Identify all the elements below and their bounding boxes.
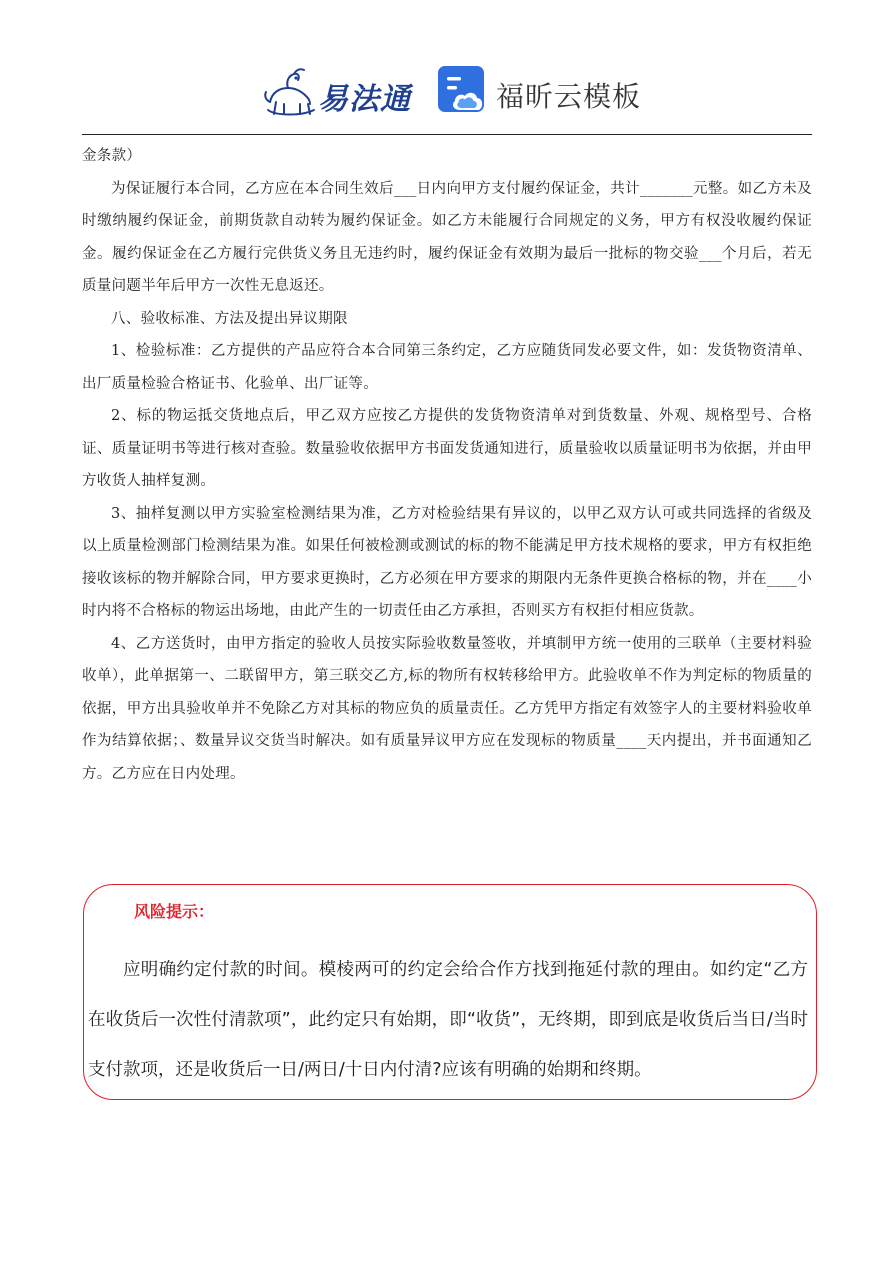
section-heading-acceptance: 八、验收标准、方法及提出异议期限 [111, 310, 348, 327]
page-header [0, 60, 893, 122]
paragraph-clause-3: 3、抽样复测以甲方实验室检测结果为准，乙方对检验结果有异议的，以甲乙双方认可或共同选择的省级及以上质量检测部门检测结果为准。如果任何被检测或测试的标的物不能满足甲方技术规格的要求，甲方有权拒绝接收该标的物并解除合同，甲方要求更换时，乙方必须在甲方要求的期限内无条件更换合格标的物，并在____小时内将不合格标的物运出场地，由此产生的一切责任由乙方承担，否则买方有权拒付相应货款。 [82, 505, 812, 619]
paragraph-clause-2: 2、标的物运抵交货地点后，甲乙双方应按乙方提供的发货物资清单对到货数量、外观、规格型号、合格证、质量证明书等进行核对查验。数量验收依据甲方书面发货通知进行，质量验收以质量证明书为依据，并由甲方收货人抽样复测。 [82, 408, 812, 489]
risk-notice-text: 应明确约定付款的时间。模棱两可的约定会给合作方找到拖延付款的理由。如约定“乙方在收货后一次性付清款项”，此约定只有始期，即“收货”，无终期，即到底是收货后当日/当时支付款项，还是收货后一日/两日/十日内付清?应该有明确的始期和终期。 [88, 960, 808, 1080]
fuxin-logo [436, 64, 656, 118]
fuxin-logo-text: 福昕云模板 [496, 80, 642, 113]
yifatong-logo [262, 64, 422, 118]
paragraph-clause-4: 4、乙方送货时，由甲方指定的验收人员按实际验收数量签收，并填制甲方统一使用的三联单（主要材料验收单），此单据第一、二联留甲方，第三联交乙方,标的物所有权转移给甲方。此验收单不作为判定标的物质量的依据，甲方出具验收单并不免除乙方对其标的物应负的质量责任。乙方凭甲方指定有效签字人的主要材料验收单作为结算依据；、数量异议交货当时解决。如有质量异议甲方应在发现标的物质量____天内提出，并书面通知乙方。乙方应在日内处理。 [82, 635, 812, 782]
contract-body [82, 140, 812, 790]
paragraph-clause-1: 1、检验标准：乙方提供的产品应符合本合同第三条约定，乙方应随货同发必要文件，如：发货物资清单、出厂质量检验合格证书、化验单、出厂证等。 [82, 343, 812, 392]
risk-notice-box [83, 884, 817, 1100]
cloud-document-icon [436, 64, 488, 116]
risk-notice-title: 风险提示： [134, 902, 215, 921]
yifatong-logo-text: 易法通 [318, 82, 411, 117]
qilin-emblem-icon [262, 64, 320, 118]
paragraph-continuation: 金条款） [82, 148, 142, 164]
paragraph-performance-bond: 为保证履行本合同，乙方应在本合同生效后___日内向甲方支付履约保证金，共计_______元整。如乙方未及时缴纳履约保证金，前期货款自动转为履约保证金。如乙方未能履行合同规定的义务，甲方有权没收履约保证金。履约保证金在乙方履行完供货义务且无违约时，履约保证金有效期为最后一批标的物交验___个月后，若无质量问题半年后甲方一次性无息返还。 [82, 180, 812, 294]
header-divider [82, 134, 812, 135]
